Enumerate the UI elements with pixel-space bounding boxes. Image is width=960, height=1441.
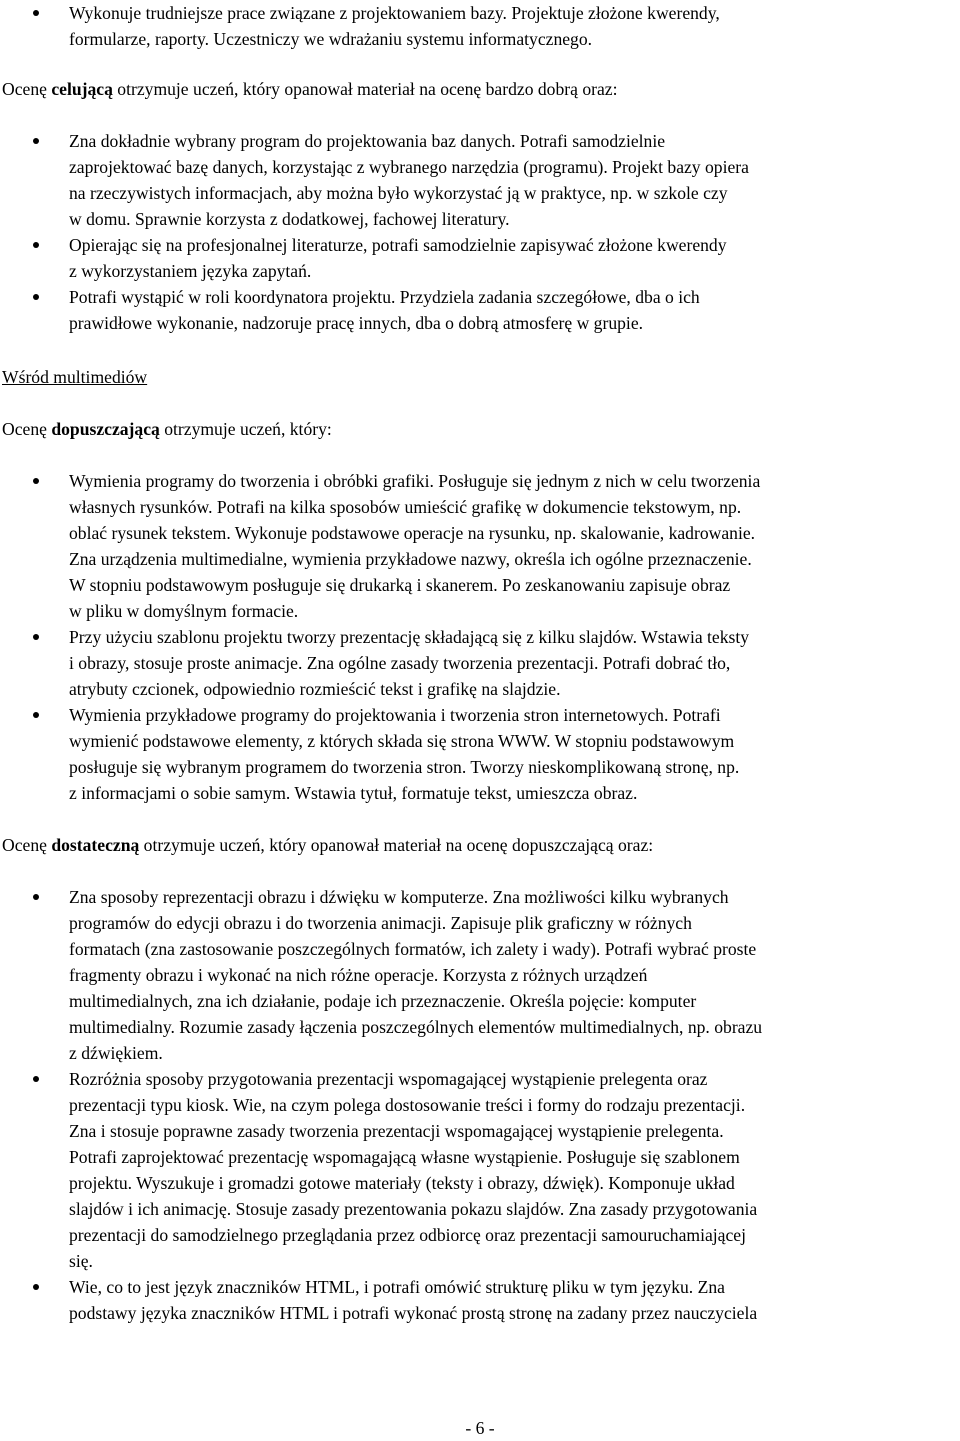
bullet-icon (33, 634, 39, 640)
list-item (0, 0, 960, 52)
list-item-text: Wykonuje trudniejsze prace związane z projektowaniem bazy. Projektuje złożone kwerendy, formularze, raporty. Uczestniczy we wdrażaniu systemu informatycznego. (69, 3, 720, 49)
list-item-text: Wymienia przykładowe programy do projektowania i tworzenia stron internetowych. Potrafi wymienić podstawowe elementy, z których składa się strona WWW. W stopniu podstawowym posługuje się wybranym programem do tworzenia stron. Tworzy nieskomplikowaną stronę, np. z informacjami o sobie samym. Wstawia tytuł, formatuje tekst, umieszcza obraz. (69, 705, 740, 803)
bullet-icon (33, 138, 39, 144)
section-heading: Wśród multimediów (2, 367, 148, 387)
bullet-icon (33, 294, 39, 300)
list-item (0, 232, 960, 284)
list-item-text: Zna dokładnie wybrany program do projektowania baz danych. Potrafi samodzielnie zaprojektować bazę danych, korzystając z wybranego narzędzia (programu). Projekt bazy opiera na rzeczywistych informacjach, aby można było wykorzystać ją w praktyce, np. w szkole czy w domu. Sprawnie korzysta z dodatkowej, fachowej literatury. (69, 131, 749, 229)
bullet-icon (33, 10, 39, 16)
list-item (0, 284, 960, 336)
list-item (0, 128, 960, 232)
criteria-list-bazy-continued (0, 0, 960, 52)
criteria-list-dopuszczajaca (0, 468, 960, 806)
list-item (0, 1274, 960, 1326)
list-item-text: Wie, co to jest język znaczników HTML, i potrafi omówić strukturę pliku w tym języku. Zna podstawy języka znaczników HTML i potrafi wykonać prostą stronę na zadany przez nauczyciela (69, 1277, 758, 1323)
list-item-text: Przy użyciu szablonu projektu tworzy prezentację składającą się z kilku slajdów. Wstawia teksty i obrazy, stosuje proste animacje. Zna ogólne zasady tworzenia prezentacji. Potrafi dobrać tło, atrybuty czcionek, odpowiednio rozmieścić tekst i grafikę na slajdzie. (69, 627, 750, 699)
list-item (0, 624, 960, 702)
grade-paragraph-dopuszczajaca: Ocenę dopuszczającą otrzymuje uczeń, który: (2, 419, 332, 439)
page-number: - 6 - (465, 1418, 495, 1438)
list-item-text: Zna sposoby reprezentacji obrazu i dźwięku w komputerze. Zna możliwości kilku wybranych programów do edycji obrazu i do tworzenia animacji. Zapisuje plik graficzny w różnych formatach (zna zastosowanie poszczególnych formatów, ich zalety i wady). Potrafi wybrać proste fragmenty obrazu i wykonać na nich różne operacje. Korzysta z różnych urządzeń multimedialnych, zna ich działanie, podaje ich przeznaczenie. Określa pojęcie: komputer multimedialny. Rozumie zasady łączenia poszczególnych elementów multimedialnych, np. obrazu z dźwiękiem. (69, 887, 763, 1063)
list-item-text: Rozróżnia sposoby przygotowania prezentacji wspomagającej wystąpienie prelegenta oraz prezentacji typu kiosk. Wie, na czym polega dostosowanie treści i formy do rodzaju prezentacji. Zna i stosuje poprawne zasady tworzenia prezentacji wspomagającej wystąpienie prelegenta. Potrafi zaprojektować prezentację wspomagającą własne wystąpienie. Posługuje się szablonem projektu. Wyszukuje i gromadzi gotowe materiały (teksty i obrazy, dźwięk). Komponuje układ slajdów i ich animację. Stosuje zasady prezentowania pokazu slajdów. Zna zasady przygotowania prezentacji do samodzielnego przeglądania przez odbiorcę oraz prezentacji samouruchamiającej się. (69, 1069, 758, 1271)
list-item (0, 1066, 960, 1274)
list-item (0, 468, 960, 624)
criteria-list-celujaca (0, 128, 960, 336)
list-item (0, 702, 960, 806)
list-item-text: Potrafi wystąpić w roli koordynatora projektu. Przydziela zadania szczegółowe, dba o ich prawidłowe wykonanie, nadzoruje pracę innych, dba o dobrą atmosferę w grupie. (69, 287, 700, 333)
bullet-icon (33, 1076, 39, 1082)
list-item-text: Wymienia programy do tworzenia i obróbki grafiki. Posługuje się jednym z nich w celu tworzenia własnych rysunków. Potrafi na kilka sposobów umieścić grafikę w dokumencie tekstowym, np. oblać rysunek tekstem. Wykonuje podstawowe operacje na rysunku, np. skalowanie, kadrowanie. Zna urządzenia multimedialne, wymienia przykładowe nazwy, określa ich ogólne przeznaczenie. W stopniu podstawowym posługuje się drukarką i skanerem. Po zeskanowaniu zapisuje obraz w pliku w domyślnym formacie. (69, 471, 761, 621)
grade-paragraph-celujaca: Ocenę celującą otrzymuje uczeń, który opanował materiał na ocenę bardzo dobrą oraz: (2, 79, 618, 99)
bullet-icon (33, 1284, 39, 1290)
grade-paragraph-dostateczna: Ocenę dostateczną otrzymuje uczeń, który opanował materiał na ocenę dopuszczającą oraz: (2, 835, 654, 855)
bullet-icon (33, 712, 39, 718)
bullet-icon (33, 894, 39, 900)
bullet-icon (33, 478, 39, 484)
list-item (0, 884, 960, 1066)
criteria-list-dostateczna (0, 884, 960, 1326)
bullet-icon (33, 242, 39, 248)
list-item-text: Opierając się na profesjonalnej literaturze, potrafi samodzielnie zapisywać złożone kwerendy z wykorzystaniem języka zapytań. (69, 235, 727, 281)
